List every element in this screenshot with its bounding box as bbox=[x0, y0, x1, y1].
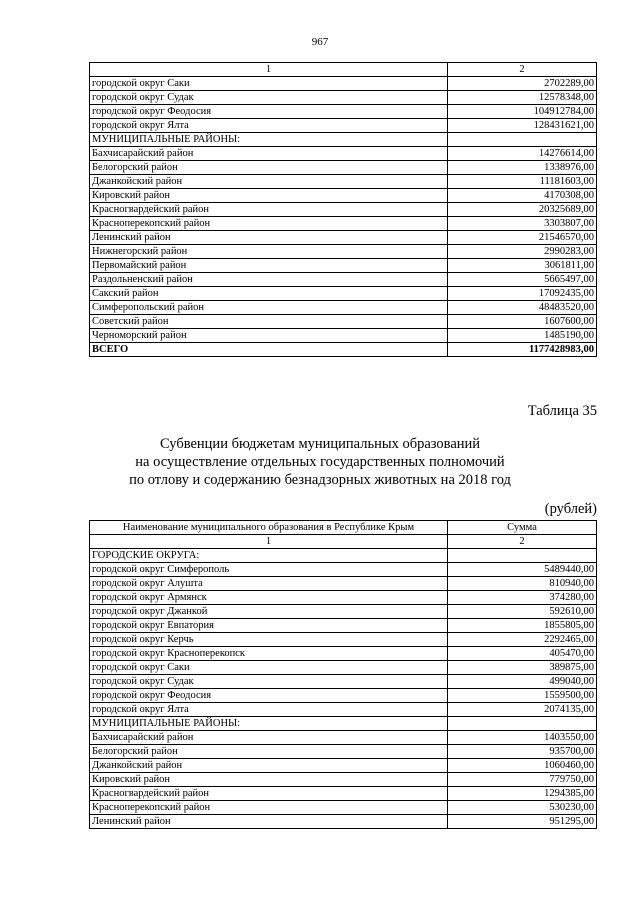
column-number: 1 bbox=[90, 535, 448, 549]
amount-value: 1607600,00 bbox=[448, 315, 597, 329]
amount-value: 128431621,00 bbox=[448, 119, 597, 133]
table-row bbox=[90, 273, 597, 287]
table-row bbox=[90, 287, 597, 301]
municipality-name: МУНИЦИПАЛЬНЫЕ РАЙОНЫ: bbox=[90, 717, 448, 731]
table-row bbox=[90, 703, 597, 717]
amount-value: 374280,00 bbox=[448, 591, 597, 605]
table-row bbox=[90, 619, 597, 633]
amount-value bbox=[448, 549, 597, 563]
table-row bbox=[90, 133, 597, 147]
amount-value bbox=[448, 133, 597, 147]
municipality-name: городской округ Феодосия bbox=[90, 689, 448, 703]
municipality-name: Кировский район bbox=[90, 773, 448, 787]
municipality-name: Красногвардейский район bbox=[90, 787, 448, 801]
amount-value: 3303807,00 bbox=[448, 217, 597, 231]
header-row bbox=[90, 521, 597, 535]
table-row bbox=[90, 717, 597, 731]
table-row bbox=[90, 147, 597, 161]
table-row bbox=[90, 77, 597, 91]
municipality-name: Джанкойский район bbox=[90, 175, 448, 189]
table-row bbox=[90, 175, 597, 189]
municipality-name: Симферопольский район bbox=[90, 301, 448, 315]
amount-value: 11181603,00 bbox=[448, 175, 597, 189]
municipality-name: Джанкойский район bbox=[90, 759, 448, 773]
table-row bbox=[90, 315, 597, 329]
municipality-name: ГОРОДСКИЕ ОКРУГА: bbox=[90, 549, 448, 563]
municipality-name: Кировский район bbox=[90, 189, 448, 203]
title-line: на осуществление отдельных государственных полномочий bbox=[135, 454, 505, 470]
municipality-name: Ленинский район bbox=[90, 815, 448, 829]
amount-value: 810940,00 bbox=[448, 577, 597, 591]
table-row bbox=[90, 203, 597, 217]
amount-value: 20325689,00 bbox=[448, 203, 597, 217]
table-label: Таблица 35 bbox=[527, 403, 597, 419]
municipality-name: городской округ Судак bbox=[90, 675, 448, 689]
table-row bbox=[90, 563, 597, 577]
amount-value: 405470,00 bbox=[448, 647, 597, 661]
amount-value: 3061811,00 bbox=[448, 259, 597, 273]
municipality-name: Белогорский район bbox=[90, 161, 448, 175]
total-value: 1177428983,00 bbox=[448, 343, 597, 357]
municipality-name: Нижнегорский район bbox=[90, 245, 448, 259]
amount-value: 2702289,00 bbox=[448, 77, 597, 91]
column-header-amount: Сумма bbox=[448, 521, 597, 535]
table-row bbox=[90, 105, 597, 119]
amount-value: 4170308,00 bbox=[448, 189, 597, 203]
municipality-name: городской округ Красноперекопск bbox=[90, 647, 448, 661]
table-row bbox=[90, 577, 597, 591]
amount-value: 104912784,00 bbox=[448, 105, 597, 119]
municipality-name: Первомайский район bbox=[90, 259, 448, 273]
amount-value: 530230,00 bbox=[448, 801, 597, 815]
table-row bbox=[90, 119, 597, 133]
animal-control-subsidy-table bbox=[89, 520, 597, 829]
municipality-name: городской округ Симферополь bbox=[90, 563, 448, 577]
amount-value: 592610,00 bbox=[448, 605, 597, 619]
column-number-row bbox=[90, 535, 597, 549]
municipality-name: городской округ Судак bbox=[90, 91, 448, 105]
amount-value: 389875,00 bbox=[448, 661, 597, 675]
table-row bbox=[90, 815, 597, 829]
table-row bbox=[90, 689, 597, 703]
table-row bbox=[90, 161, 597, 175]
amount-value: 48483520,00 bbox=[448, 301, 597, 315]
municipality-name: городской округ Саки bbox=[90, 77, 448, 91]
municipality-name: городской округ Саки bbox=[90, 661, 448, 675]
total-label: ВСЕГО bbox=[90, 343, 448, 357]
amount-value: 1294385,00 bbox=[448, 787, 597, 801]
amount-value: 1855805,00 bbox=[448, 619, 597, 633]
municipality-name: Сакский район bbox=[90, 287, 448, 301]
amount-value: 2292465,00 bbox=[448, 633, 597, 647]
table-row bbox=[90, 245, 597, 259]
municipality-name: Бахчисарайский район bbox=[90, 147, 448, 161]
municipality-name: городской округ Джанкой bbox=[90, 605, 448, 619]
amount-value: 499040,00 bbox=[448, 675, 597, 689]
table-row bbox=[90, 605, 597, 619]
table-row bbox=[90, 759, 597, 773]
table-row bbox=[90, 787, 597, 801]
municipality-name: Красноперекопский район bbox=[90, 217, 448, 231]
municipality-name: городской округ Алушта bbox=[90, 577, 448, 591]
amount-value: 21546570,00 bbox=[448, 231, 597, 245]
table-row bbox=[90, 647, 597, 661]
municipality-name: городской округ Евпатория bbox=[90, 619, 448, 633]
municipality-name: Черноморский район bbox=[90, 329, 448, 343]
table-title bbox=[0, 435, 640, 489]
table-row bbox=[90, 633, 597, 647]
table-row bbox=[90, 259, 597, 273]
table-row bbox=[90, 91, 597, 105]
title-line: по отлову и содержанию безнадзорных животных на 2018 год bbox=[129, 472, 511, 488]
table-row bbox=[90, 675, 597, 689]
amount-value bbox=[448, 717, 597, 731]
column-header-municipality: Наименование муниципального образования в Республике Крым bbox=[90, 521, 448, 535]
table-row bbox=[90, 801, 597, 815]
municipality-name: МУНИЦИПАЛЬНЫЕ РАЙОНЫ: bbox=[90, 133, 448, 147]
amount-value: 1485190,00 bbox=[448, 329, 597, 343]
amount-value: 12578348,00 bbox=[448, 91, 597, 105]
amount-value: 951295,00 bbox=[448, 815, 597, 829]
amount-value: 2990283,00 bbox=[448, 245, 597, 259]
municipality-name: городской округ Ялта bbox=[90, 119, 448, 133]
amount-value: 1403550,00 bbox=[448, 731, 597, 745]
amount-value: 17092435,00 bbox=[448, 287, 597, 301]
municipality-name: Советский район bbox=[90, 315, 448, 329]
table-row bbox=[90, 217, 597, 231]
municipality-name: городской округ Армянск bbox=[90, 591, 448, 605]
municipality-name: Красноперекопский район bbox=[90, 801, 448, 815]
amount-value: 14276614,00 bbox=[448, 147, 597, 161]
municipality-name: Белогорский район bbox=[90, 745, 448, 759]
column-number: 2 bbox=[448, 63, 597, 77]
subsidy-table-continued bbox=[89, 62, 597, 357]
column-number: 1 bbox=[90, 63, 448, 77]
municipality-name: Бахчисарайский район bbox=[90, 731, 448, 745]
table-row bbox=[90, 773, 597, 787]
amount-value: 5665497,00 bbox=[448, 273, 597, 287]
amount-value: 779750,00 bbox=[448, 773, 597, 787]
municipality-name: Красногвардейский район bbox=[90, 203, 448, 217]
amount-value: 1060460,00 bbox=[448, 759, 597, 773]
title-line: Субвенции бюджетам муниципальных образований bbox=[159, 436, 481, 452]
table-row bbox=[90, 231, 597, 245]
table-row bbox=[90, 591, 597, 605]
table-row bbox=[90, 661, 597, 675]
municipality-name: городской округ Керчь bbox=[90, 633, 448, 647]
municipality-name: Ленинский район bbox=[90, 231, 448, 245]
column-number-row bbox=[90, 63, 597, 77]
amount-value: 5489440,00 bbox=[448, 563, 597, 577]
municipality-name: Раздольненский район bbox=[90, 273, 448, 287]
table-row bbox=[90, 301, 597, 315]
total-row bbox=[90, 343, 597, 357]
table-row bbox=[90, 189, 597, 203]
municipality-name: городской округ Феодосия bbox=[90, 105, 448, 119]
units-label: (рублей) bbox=[544, 501, 597, 517]
table-row bbox=[90, 731, 597, 745]
table-row bbox=[90, 549, 597, 563]
amount-value: 935700,00 bbox=[448, 745, 597, 759]
amount-value: 2074135,00 bbox=[448, 703, 597, 717]
column-number: 2 bbox=[448, 535, 597, 549]
amount-value: 1338976,00 bbox=[448, 161, 597, 175]
page-number: 967 bbox=[311, 36, 329, 48]
municipality-name: городской округ Ялта bbox=[90, 703, 448, 717]
amount-value: 1559500,00 bbox=[448, 689, 597, 703]
table-row bbox=[90, 329, 597, 343]
table-row bbox=[90, 745, 597, 759]
